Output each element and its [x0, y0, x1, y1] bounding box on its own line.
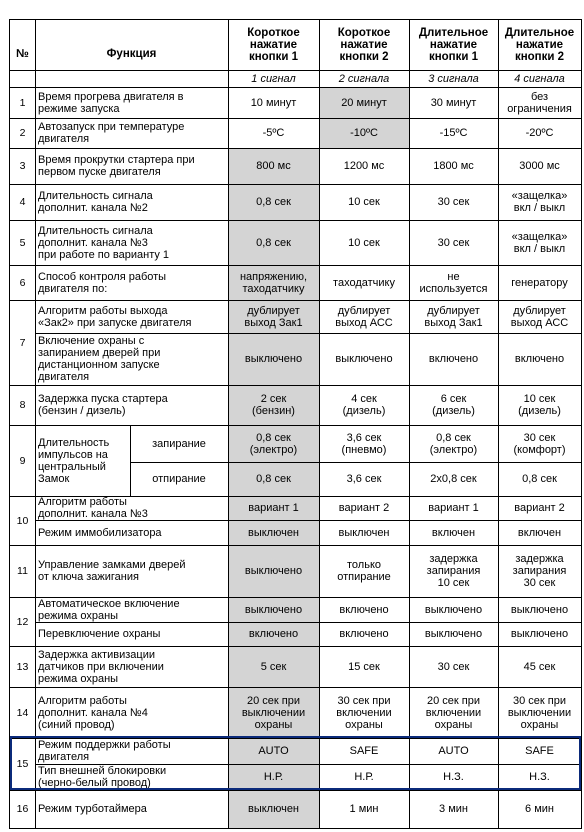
- value-cell: 3 мин: [439, 803, 468, 815]
- row-number: 15: [16, 758, 29, 770]
- row-number: 4: [19, 196, 26, 208]
- value-cell: таходатчику: [333, 276, 395, 289]
- column-signal-3: 3 сигнала: [428, 72, 479, 85]
- value-cell: вариант 2: [514, 502, 565, 514]
- function-label: Автоматическое включение режима охраны: [38, 597, 180, 622]
- value-cell: выключено: [424, 603, 483, 616]
- value-cell: выключен: [247, 803, 300, 815]
- column-header-1: Короткое нажатие кнопки 1: [247, 27, 300, 63]
- value-cell: 10 сек (дизель): [518, 393, 561, 417]
- value-cell: включен: [517, 526, 562, 539]
- row-number: 13: [16, 660, 29, 673]
- value-cell: задержка запирания 30 сек: [512, 553, 567, 589]
- value-cell: 0,8 сек: [256, 236, 291, 249]
- function-label: Алгоритм работы дополнит. канала №4 (синий провод): [38, 694, 148, 731]
- sub-label-locking: запирание: [152, 437, 206, 450]
- value-cell: включено: [428, 353, 479, 365]
- value-cell: 10 минут: [250, 96, 297, 109]
- value-cell: 45 сек: [523, 660, 556, 673]
- column-header-2: Короткое нажатие кнопки 2: [337, 27, 391, 63]
- value-cell: выключено: [510, 628, 569, 640]
- value-cell: выключено: [244, 565, 303, 577]
- value-cell: 20 сек при включении охраны: [425, 694, 482, 731]
- value-cell: 4 сек (дизель): [342, 393, 386, 417]
- function-label: Включение охраны с запиранием дверей при дистанционном запуске двигателя: [38, 335, 161, 383]
- function-label: Длительность импульсов на центральный Замок: [38, 436, 110, 485]
- function-label: Режим поддержки работы двигателя: [38, 739, 171, 763]
- value-cell: выключено: [335, 353, 393, 365]
- value-cell: «защелка» вкл / выкл: [511, 230, 568, 255]
- column-signal-1: 1 сигнал: [251, 72, 296, 85]
- value-cell: 10 сек: [348, 196, 380, 208]
- value-cell: выключено: [244, 353, 303, 365]
- value-cell: выключен: [247, 526, 300, 539]
- value-cell: выключено: [424, 628, 483, 640]
- function-label: Режим иммобилизатора: [38, 526, 162, 539]
- function-label: Способ контроля работы двигателя по:: [38, 270, 167, 295]
- row-number: 11: [17, 565, 28, 577]
- value-cell: включен: [431, 526, 476, 539]
- value-cell: 5 сек: [260, 660, 287, 673]
- value-cell: включено: [248, 628, 299, 640]
- function-label: Время прокрутки стартера при первом пуске двигателя: [38, 154, 195, 178]
- value-cell: 30 сек: [437, 196, 470, 208]
- value-cell: 30 сек (комфорт): [513, 431, 566, 456]
- value-cell: 30 сек: [437, 660, 470, 673]
- row-number: 12: [16, 615, 29, 628]
- value-cell: включено: [339, 603, 389, 616]
- column-header-4: Длительное нажатие кнопки 2: [504, 27, 575, 63]
- value-cell: 20 минут: [341, 96, 387, 109]
- value-cell: 0,8 сек (электро): [249, 431, 298, 456]
- function-label: Длительность сигнала дополнит. канала №2: [38, 190, 153, 214]
- sub-label-unlocking: отпирание: [152, 473, 206, 485]
- value-cell: 6 мин: [525, 803, 554, 815]
- function-label: Перевключение охраны: [38, 628, 161, 640]
- value-cell: 800 мс: [256, 160, 291, 172]
- value-cell: SAFE: [349, 745, 379, 757]
- value-cell: 3,6 сек (пневмо): [341, 431, 387, 456]
- function-label: Автозапуск при температуре двигателя: [38, 121, 185, 145]
- column-header-number: №: [16, 47, 29, 60]
- value-cell: генератору: [511, 276, 568, 289]
- value-cell: вариант 1: [248, 502, 299, 514]
- value-cell: Н.Р.: [263, 771, 284, 783]
- column-header-function: Функция: [106, 47, 157, 60]
- value-cell: 1200 мс: [343, 160, 385, 172]
- row-number: 5: [19, 236, 26, 249]
- function-label: Режим турботаймера: [38, 803, 147, 815]
- value-cell: 0,8 сек: [522, 473, 557, 485]
- value-cell: 2 сек (бензин): [252, 393, 295, 417]
- value-cell: задержка запирания 10 сек: [426, 553, 481, 589]
- value-cell: 0,8 сек (электро): [429, 431, 478, 456]
- value-cell: 10 сек: [348, 236, 380, 249]
- value-cell: включено: [514, 353, 565, 365]
- value-cell: выключено: [244, 603, 303, 616]
- value-cell: -10ºС: [350, 127, 378, 139]
- value-cell: 30 минут: [430, 96, 477, 109]
- value-cell: -5ºС: [262, 127, 285, 139]
- value-cell: напряжению, таходатчику: [239, 270, 308, 295]
- value-cell: 3,6 сек: [346, 473, 382, 485]
- function-label: Управление замками дверей от ключа зажигания: [38, 559, 186, 583]
- row-number: 16: [16, 803, 29, 815]
- value-cell: «защелка» вкл / выкл: [511, 190, 568, 214]
- row-number: 2: [19, 127, 26, 139]
- value-cell: вариант 1: [428, 502, 479, 514]
- value-cell: без ограничения: [507, 90, 572, 115]
- value-cell: AUTO: [258, 745, 289, 757]
- value-cell: 0,8 сек: [256, 196, 291, 208]
- row-number: 14: [16, 706, 29, 719]
- row-number: 9: [19, 454, 26, 467]
- value-cell: 3000 мс: [519, 160, 560, 172]
- row-number: 10: [16, 514, 29, 527]
- value-cell: включено: [339, 628, 389, 640]
- column-signal-2: 2 сигнала: [338, 72, 390, 85]
- row-number: 1: [19, 96, 26, 109]
- value-cell: выключено: [510, 603, 569, 616]
- value-cell: 0,8 сек: [256, 473, 291, 485]
- function-label: Время прогрева двигателя в режиме запуска: [38, 90, 184, 115]
- value-cell: 30 сек при включении охраны: [336, 694, 392, 731]
- value-cell: Н.З.: [443, 771, 464, 783]
- function-label: Алгоритм работы выхода «Зак2» при запуске двигателя: [38, 304, 192, 329]
- value-cell: 1800 мс: [433, 160, 474, 172]
- value-cell: 30 сек при выключении охраны: [507, 694, 572, 731]
- value-cell: 30 сек: [437, 236, 470, 249]
- value-cell: дублирует выход Зак1: [244, 304, 303, 329]
- value-cell: AUTO: [438, 745, 469, 757]
- value-cell: 1 мин: [349, 803, 379, 815]
- value-cell: дублирует выход Зак1: [424, 304, 483, 329]
- value-cell: SAFE: [525, 745, 554, 757]
- value-cell: -20ºС: [525, 127, 554, 139]
- value-cell: не используется: [419, 270, 488, 295]
- value-cell: -15ºС: [439, 127, 468, 139]
- row-number: 6: [19, 276, 26, 289]
- value-cell: 20 сек при выключении охраны: [241, 694, 306, 731]
- function-label: Задержка пуска стартера (бензин / дизель): [38, 393, 168, 417]
- value-cell: Н.З.: [529, 771, 550, 783]
- row-number: 3: [19, 160, 26, 172]
- value-cell: 6 сек (дизель): [432, 393, 475, 417]
- value-cell: выключен: [338, 526, 390, 539]
- function-label: Алгоритм работы дополнит. канала №3: [38, 496, 148, 520]
- value-cell: дублирует выход АСС: [335, 304, 393, 329]
- value-cell: только отпирание: [337, 559, 391, 583]
- function-label: Задержка активизации датчиков при включении режима охраны: [38, 648, 164, 685]
- value-cell: вариант 2: [338, 502, 390, 514]
- value-cell: дублирует выход АСС: [510, 304, 569, 329]
- column-signal-4: 4 сигнала: [514, 72, 565, 85]
- row-number: 7: [19, 336, 26, 349]
- function-label: Длительность сигнала дополнит. канала №3 при работе по варианту 1: [38, 224, 170, 261]
- value-cell: Н.Р.: [354, 771, 374, 783]
- value-cell: 2х0,8 сек: [430, 473, 477, 485]
- column-header-3: Длительное нажатие кнопки 1: [418, 27, 489, 63]
- function-label: Тип внешней блокировки (черно-белый провод): [38, 765, 167, 789]
- value-cell: 15 сек: [348, 660, 380, 673]
- row-number: 8: [19, 399, 26, 411]
